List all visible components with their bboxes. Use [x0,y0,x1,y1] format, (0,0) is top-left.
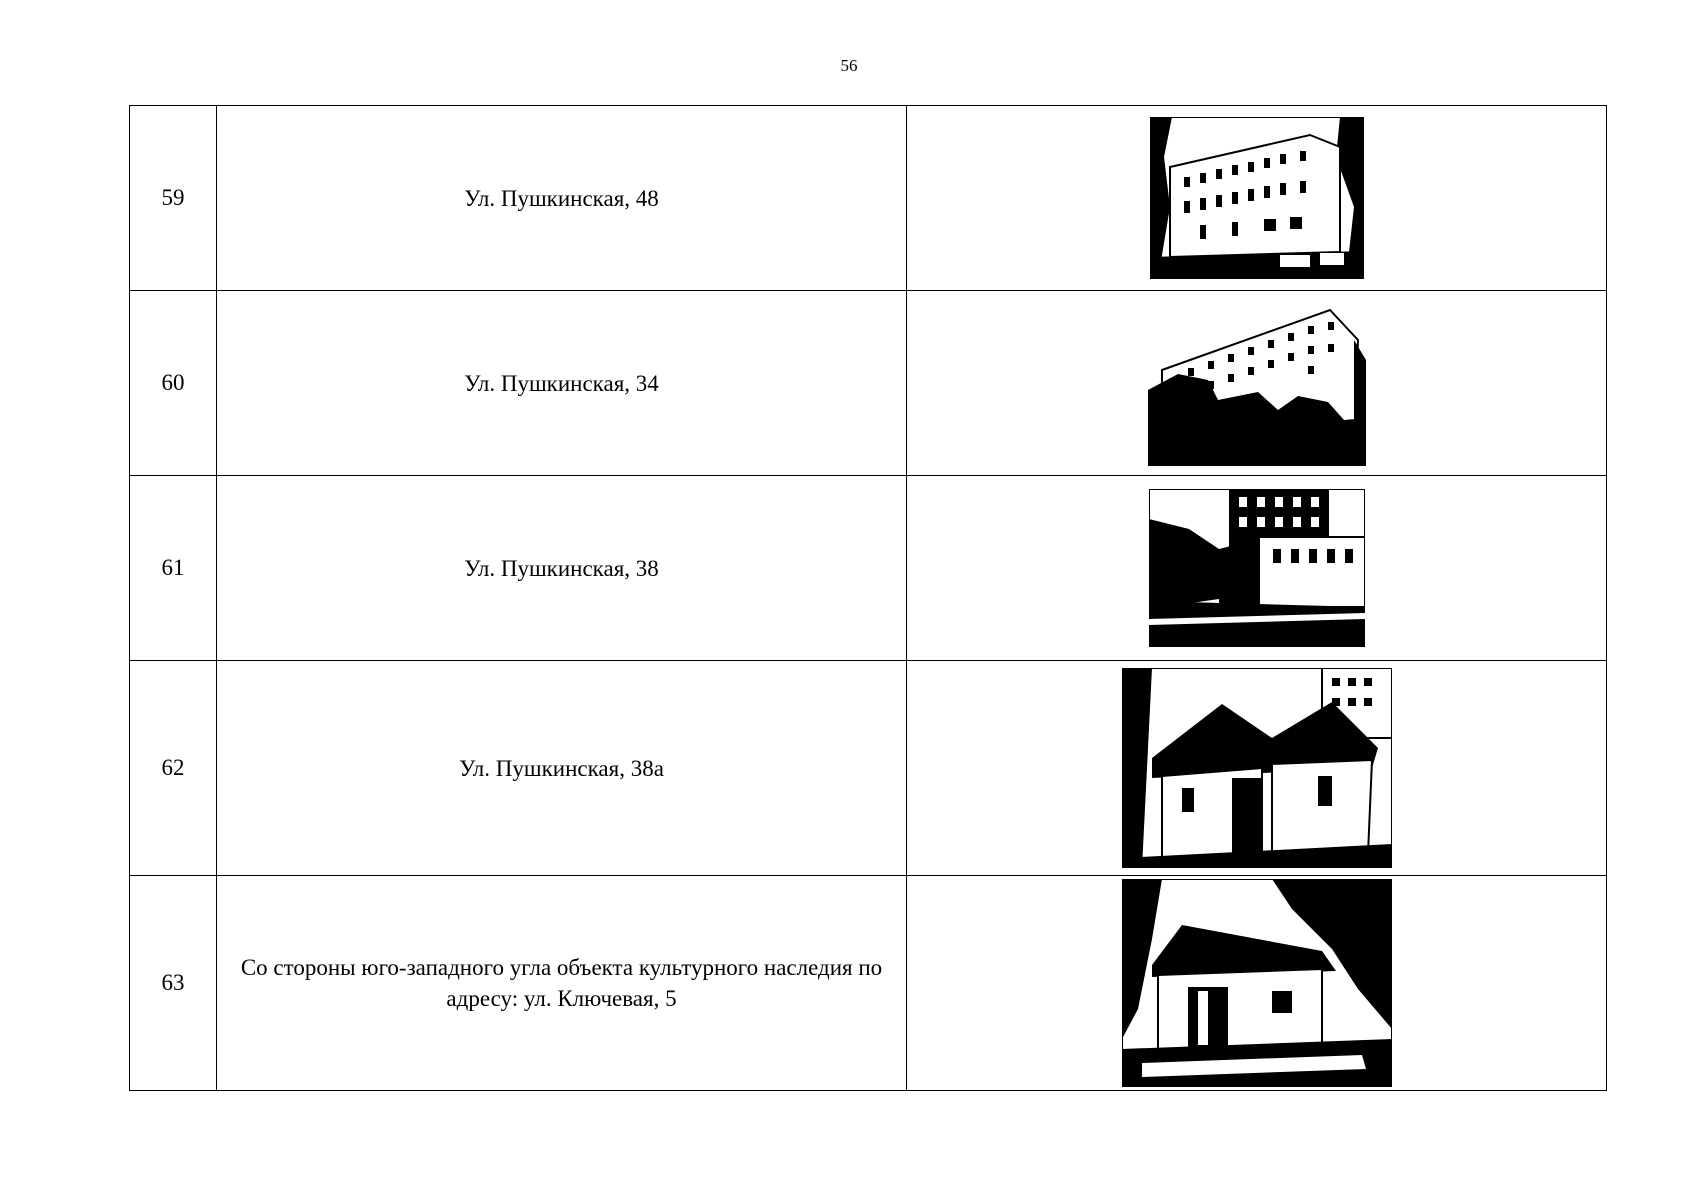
building-photo [1149,489,1365,647]
row-address: Ул. Пушкинская, 48 [217,106,907,291]
row-address: Ул. Пушкинская, 34 [217,291,907,476]
table-row [130,476,1607,661]
row-address: Ул. Пушкинская, 38а [217,661,907,876]
row-number: 63 [130,876,217,1091]
row-number: 62 [130,661,217,876]
row-photo-cell [907,106,1607,291]
row-photo-cell [907,291,1607,476]
building-photo [1122,879,1392,1087]
building-photo [1150,117,1364,279]
table-row [130,876,1607,1091]
row-address: Ул. Пушкинская, 38 [217,476,907,661]
row-photo-cell [907,476,1607,661]
row-photo-cell [907,661,1607,876]
row-number: 60 [130,291,217,476]
row-photo-cell [907,876,1607,1091]
page-number: 56 [840,56,858,75]
row-address: Со стороны юго-западного угла объекта культурного наследия по адресу: ул. Ключевая, 5 [217,876,907,1091]
table-row [130,291,1607,476]
table-row [130,106,1607,291]
building-photo [1122,668,1392,868]
objects-table [129,105,1607,1091]
row-number: 61 [130,476,217,661]
building-photo [1148,300,1366,466]
table-row [130,661,1607,876]
row-number: 59 [130,106,217,291]
